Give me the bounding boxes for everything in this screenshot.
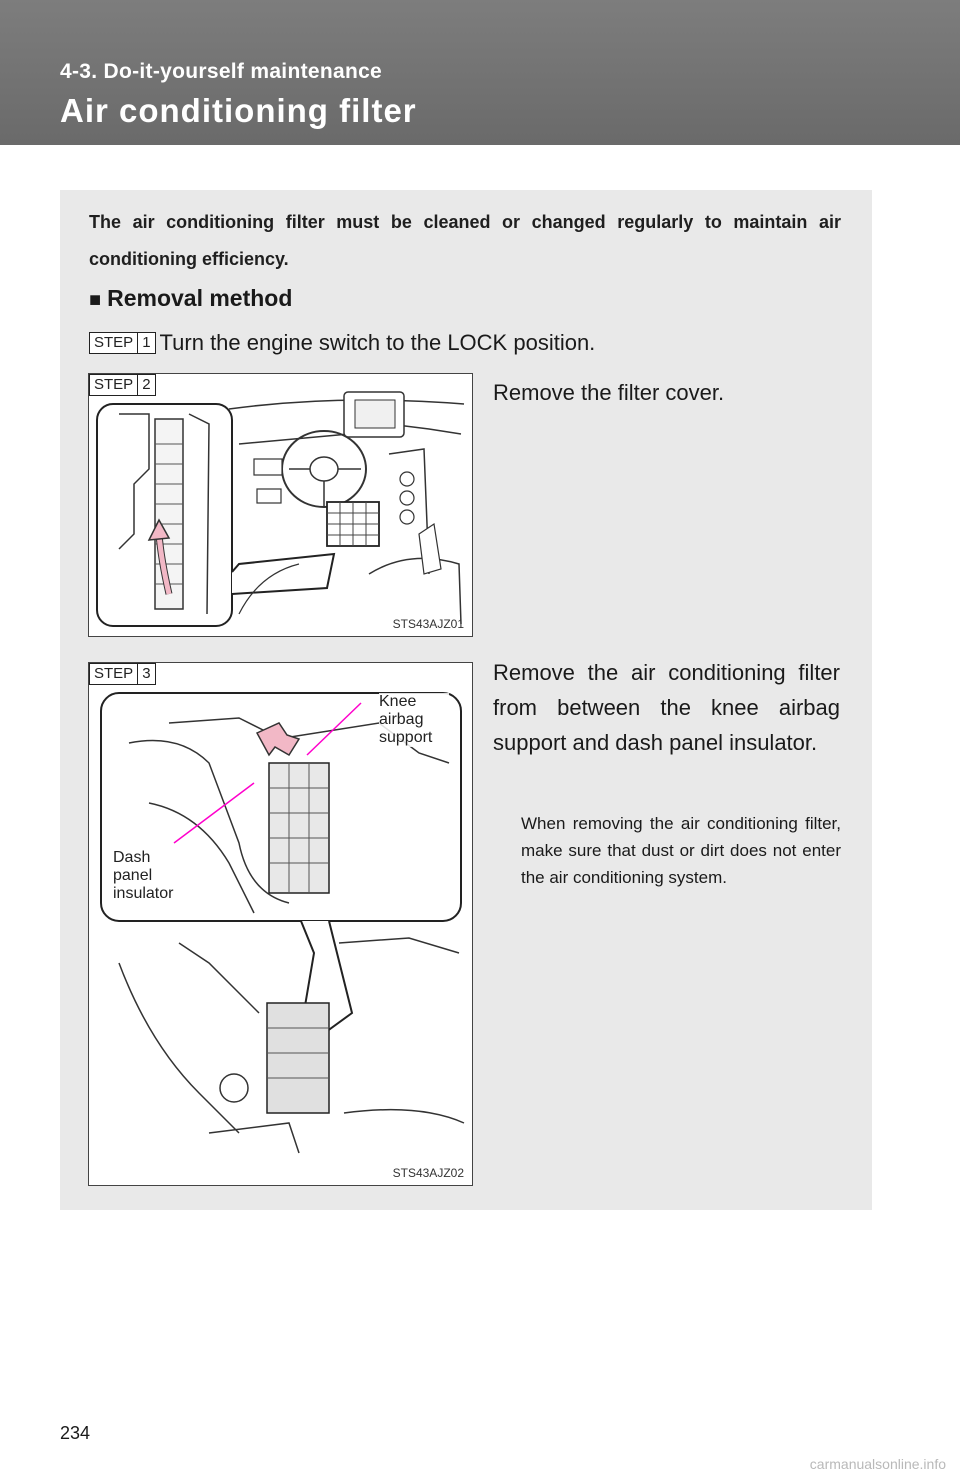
step-badge: STEP 1 bbox=[89, 332, 156, 354]
bullet-square-icon: ■ bbox=[89, 289, 102, 311]
figure-code: STS43AJZ01 bbox=[392, 617, 464, 631]
step-3-note: When removing the air conditioning filter, make sure that dust or dirt does not enter the air conditioning system. bbox=[521, 814, 841, 887]
step-1 bbox=[89, 327, 595, 358]
step-3-text: Remove the air conditioning filter from between the knee airbag support and dash panel insulator. bbox=[493, 660, 840, 755]
figure-filter-removal bbox=[88, 662, 473, 1186]
content-panel bbox=[60, 190, 872, 1210]
step-3-badge: STEP 3 bbox=[89, 663, 156, 685]
page-number: 234 bbox=[60, 1423, 91, 1443]
footer-watermark: carmanualsonline.info bbox=[809, 1456, 946, 1472]
section-title: 4-3. Do-it-yourself maintenance bbox=[60, 60, 383, 83]
figure-code: STS43AJZ02 bbox=[392, 1166, 464, 1180]
page-title: Air conditioning filter bbox=[60, 92, 417, 129]
dashboard-illustration bbox=[89, 374, 472, 636]
page-header bbox=[0, 0, 960, 145]
removal-heading-text: Removal method bbox=[107, 285, 293, 311]
knee-airbag-support-label: Knee airbag support bbox=[379, 693, 449, 747]
figure-filter-cover bbox=[88, 373, 473, 637]
step-2-text: Remove the filter cover. bbox=[493, 380, 725, 405]
intro-text: The air conditioning filter must be cleaned or changed regularly to maintain air conditioning efficiency. bbox=[89, 212, 841, 269]
dash-panel-insulator-label: Dash panel insulator bbox=[113, 849, 191, 903]
step-1-text: Turn the engine switch to the LOCK position. bbox=[159, 330, 596, 356]
step-2-badge: STEP 2 bbox=[89, 374, 156, 396]
removal-heading bbox=[89, 285, 292, 312]
